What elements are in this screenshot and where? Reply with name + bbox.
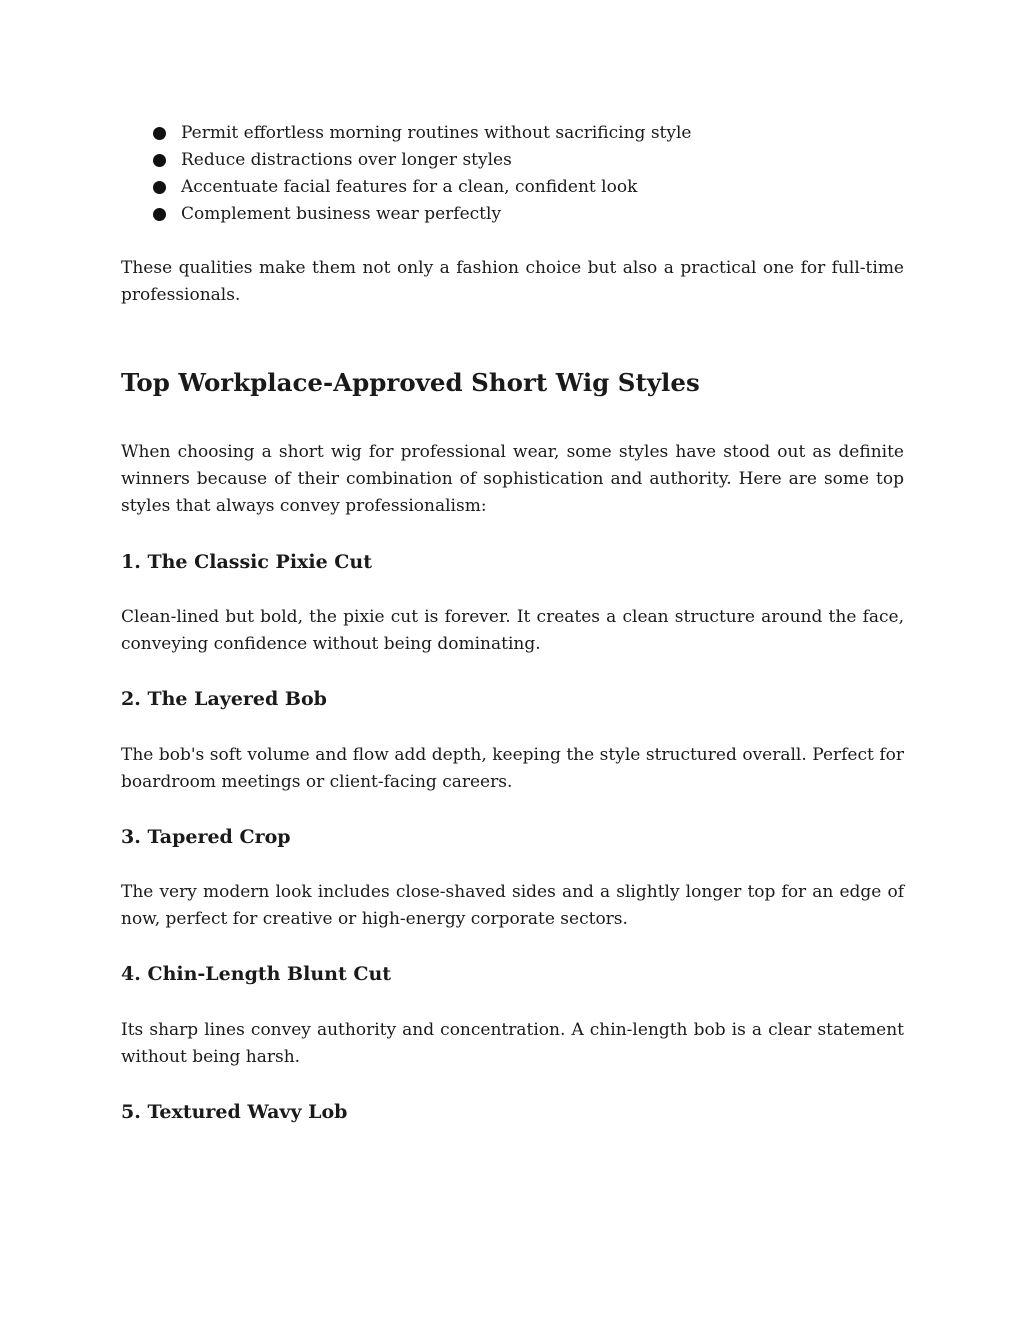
bullet-dot-icon bbox=[153, 127, 166, 140]
style-heading-blunt-cut: 4. Chin-Length Blunt Cut bbox=[121, 963, 392, 985]
style-heading-tapered-crop: 3. Tapered Crop bbox=[121, 826, 291, 848]
bullet-item bbox=[153, 147, 893, 174]
style-heading-pixie: 1. The Classic Pixie Cut bbox=[121, 551, 373, 573]
bullet-dot-icon bbox=[153, 181, 166, 194]
style-heading-wavy-lob: 5. Textured Wavy Lob bbox=[121, 1101, 348, 1123]
bullet-item bbox=[153, 201, 893, 228]
bullet-text: Reduce distractions over longer styles bbox=[181, 150, 512, 170]
section-title: Top Workplace-Approved Short Wig Styles bbox=[121, 368, 700, 397]
style-body-layered-bob: The bob's soft volume and flow add depth, keeping the style structured overall. Perfect for boardroom meetings or client-facing careers. bbox=[121, 745, 904, 792]
qualities-paragraph: These qualities make them not only a fashion choice but also a practical one for full-time professionals. bbox=[121, 258, 904, 305]
style-heading-layered-bob: 2. The Layered Bob bbox=[121, 688, 327, 710]
intro-paragraph: When choosing a short wig for professional wear, some styles have stood out as definite winners because of their combination of sophistication and authority. Here are some top styles that always convey professionalism: bbox=[121, 442, 904, 516]
bullet-dot-icon bbox=[153, 208, 166, 221]
bullet-dot-icon bbox=[153, 154, 166, 167]
bullet-item bbox=[153, 120, 893, 147]
style-body-blunt-cut: Its sharp lines convey authority and concentration. A chin-length bob is a clear statement without being harsh. bbox=[121, 1020, 904, 1067]
benefits-bullet-list bbox=[153, 120, 893, 228]
style-body-tapered-crop: The very modern look includes close-shaved sides and a slightly longer top for an edge of now, perfect for creative or high-energy corporate sectors. bbox=[121, 882, 904, 929]
bullet-text: Permit effortless morning routines without sacrificing style bbox=[181, 123, 692, 143]
style-body-pixie: Clean-lined but bold, the pixie cut is forever. It creates a clean structure around the face, conveying confidence without being dominating. bbox=[121, 607, 904, 654]
bullet-text: Complement business wear perfectly bbox=[181, 204, 502, 224]
bullet-text: Accentuate facial features for a clean, confident look bbox=[181, 177, 638, 197]
bullet-item bbox=[153, 174, 893, 201]
